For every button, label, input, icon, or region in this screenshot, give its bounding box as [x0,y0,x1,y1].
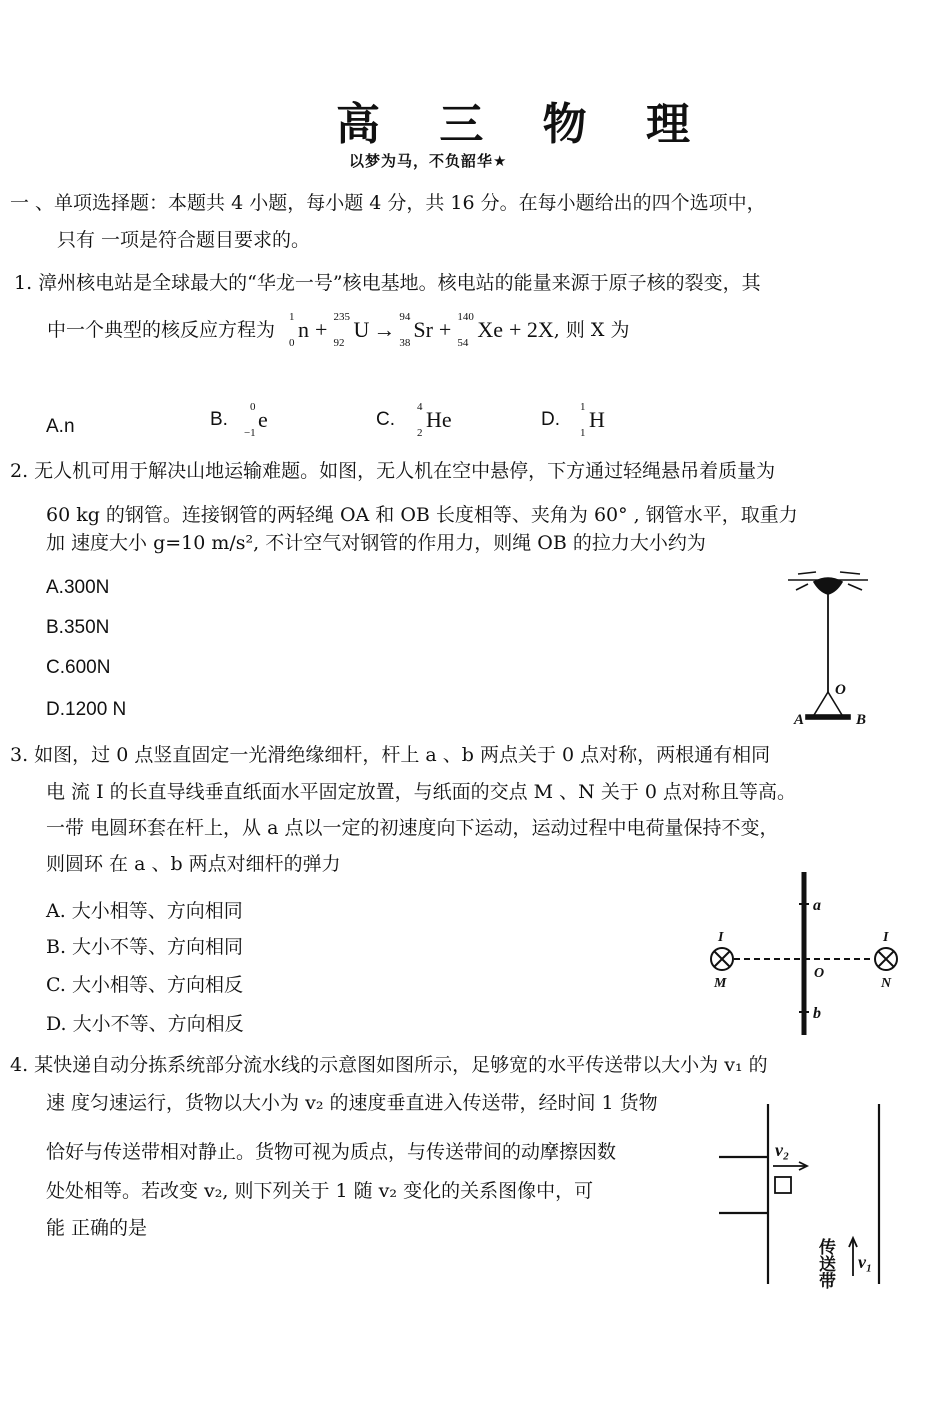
reaction-equation [289,311,554,349]
q3-option-c: C. 大小相等、方向相反 [46,974,243,996]
label-b: b [813,1005,821,1022]
q3-option-b: B. 大小不等、方向相同 [46,936,244,958]
label-belt: 传送带 [815,1238,835,1289]
plus: + [315,317,328,342]
q2-text-line1: 2. 无人机可用于解决山地运输难题。如图，无人机在空中悬停，下方通过轻绳悬吊着质量为 [10,460,776,482]
label-v2: v₂ [775,1140,790,1160]
q2-text-line2: 60 kg 的钢管。连接钢管的两轻绳 OA 和 OB 长度相等、夹角为 60° , 钢管水平，取重力 [46,504,798,526]
electron: 0 −1 e [243,401,268,439]
q4-text-line5: 能 正确的是 [46,1217,148,1239]
label-o: O [814,966,825,981]
q2-text-line3: 加 速度大小 g=10 m/s², 不计空气对钢管的作用力，则绳 OB 的拉力大小约为 [46,532,706,554]
label-m: M [714,976,727,991]
q4-text-line2: 速 度匀速运行，货物以大小为 v₂ 的速度垂直进入传送带，经时间 1 货物 [46,1092,658,1114]
q4-text-line3: 恰好与传送带相对静止。货物可视为质点，与传送带间的动摩擦因数 [46,1141,617,1163]
q3-option-a: A. 大小相等、方向相同 [46,900,243,922]
label-v1: v₁ [858,1252,873,1272]
q3-text-line4: 则圆环 在 a 、b 两点对细杆的弹力 [46,853,341,875]
q1-option-b: B. 0 −1 e [210,401,268,439]
q1-text-line1: 1. 漳州核电站是全球最大的“华龙一号”核电基地。核电站的能量来源于原子核的裂变，其 [14,272,761,294]
equation-tail: + 2X [508,317,554,342]
q2-option-b: B.350N [46,617,110,638]
q3-option-d: D. 大小不等、方向相反 [46,1013,244,1035]
q1-text-line2 [47,311,630,349]
cargo-box [775,1177,791,1193]
q1-option-a: A.n [46,416,75,437]
label-n: N [881,976,892,991]
label-o: O [835,682,846,698]
q1-suffix: , 则 X 为 [553,319,630,341]
strontium: 94 38 Sr [399,311,433,349]
q2-option-d: D.1200 N [46,699,127,720]
rope-oa [814,692,828,715]
q4-text-line4: 处处相等。若改变 v₂, 则下列关于 1 随 v₂ 变化的关系图像中，可 [46,1180,594,1202]
plus: + [438,317,452,342]
label-a: a [813,897,821,914]
q2-option-a: A.300N [46,577,110,598]
q3-text-line3: 一带 电圆环套在杆上，从 a 点以一定的初速度向下运动，运动过程中电荷量保持不变， [46,817,779,839]
xenon: 140 54 Xe [457,311,503,349]
drone-figure [780,568,880,733]
neutron: 1 0 n [289,311,310,349]
conveyor-figure [715,1100,890,1290]
label-a: A [794,712,805,728]
label-i-left: I [718,930,724,945]
q2-option-c: C.600N [46,657,111,678]
motto: 以梦为马，不负韶华★ [349,152,508,170]
arrow: → [373,317,396,342]
rod-wires-figure [700,870,915,1040]
q1-option-d: D. 1 1 H [541,401,605,439]
q1-option-c: C. 4 2 He [376,401,452,439]
q3-text-line2: 电 流 I 的长直导线垂直纸面水平固定放置，与纸面的交点 M 、N 关于 0 点对称且等高。 [46,781,796,803]
hydrogen: 1 1 H [580,401,605,439]
section-heading-cont: 只有 一项是符合题目要求的。 [57,229,311,251]
label-b: B [856,712,867,728]
q3-text-line1: 3. 如图，过 0 点竖直固定一光滑绝缘细杆，杆上 a 、b 两点关于 0 点对称，两根通有相同 [10,744,771,766]
q4-text-line1: 4. 某快递自动分拣系统部分流水线的示意图如图所示，足够宽的水平传送带以大小为 v₁ 的 [10,1054,768,1076]
label-i-right: I [883,930,889,945]
steel-pipe [806,715,850,719]
helium: 4 2 He [417,401,452,439]
section-heading: 一 、单项选择题：本题共 4 小题，每小题 4 分，共 16 分。在每小题给出的四个选项中， [10,192,766,214]
q1-prefix: 中一个典型的核反应方程为 [47,319,276,341]
drone-body [814,578,842,594]
page-title: 高 三 物 理 [336,99,712,150]
uranium: 235 92 U [333,311,370,349]
